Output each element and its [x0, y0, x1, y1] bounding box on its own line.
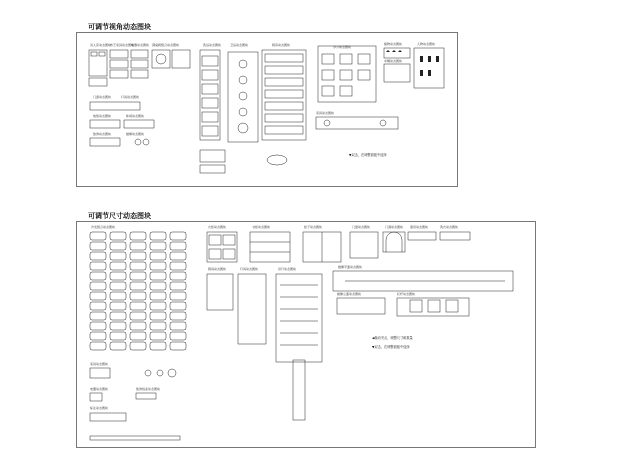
group-label: 门洞动态图块: [385, 225, 404, 229]
sofa-symbol: [150, 312, 166, 320]
sofa-symbol: [150, 232, 166, 240]
sofa-symbol: [110, 342, 126, 350]
sofa-symbol: [110, 292, 126, 300]
group-label: 门窗动态图块: [93, 95, 112, 99]
section-title-top: 可调节视角动态图块: [88, 23, 151, 31]
bottom-block-symbols: [90, 232, 513, 440]
group-label: 洗浴动态图块: [203, 43, 222, 47]
sofa-symbol: [130, 322, 146, 330]
sofa-symbol: [110, 272, 126, 280]
group-label: 休闲动态图块: [126, 114, 145, 118]
sofa-symbol: [130, 332, 146, 340]
sofa-symbol: [150, 302, 166, 310]
group-label: 吊灯动态图块: [278, 267, 297, 271]
group-label: 地毯动态图块: [93, 114, 112, 118]
sofa-symbol: [170, 242, 186, 250]
instruction-note: ▼双击，在调整面板中选择: [349, 153, 387, 157]
sofa-symbol: [90, 302, 106, 310]
section-title-bottom: 可调节尺寸动态图块: [88, 212, 151, 220]
group-label: 办公动态图块: [333, 45, 352, 49]
sofa-symbol: [150, 272, 166, 280]
sofa-symbol: [170, 322, 186, 330]
group-label: 灯具动态图块: [240, 267, 259, 271]
group-label: 装饰线条动态图块: [136, 387, 161, 391]
sofa-symbol: [90, 272, 106, 280]
sofa-symbol: [130, 302, 146, 310]
sofa-symbol: [130, 292, 146, 300]
instruction-note-text: 双击，在调整面板中选择: [374, 345, 410, 349]
group-label: 门窗动态图块: [352, 225, 371, 229]
sofa-symbol: [150, 252, 166, 260]
sofa-symbol: [90, 242, 106, 250]
sofa-symbol: [90, 332, 106, 340]
sofa-symbol: [150, 282, 166, 290]
sofa-symbol: [170, 312, 186, 320]
group-label: 植物动态图块: [384, 42, 403, 46]
sofa-symbol: [170, 332, 186, 340]
group-label: 卫浴动态图块: [230, 43, 249, 47]
sofa-symbol: [90, 312, 106, 320]
group-label: 双人床动态图块: [90, 43, 112, 47]
group-label: 车辆动态图块: [384, 59, 403, 63]
sofa-symbol: [110, 322, 126, 330]
sofa-symbol: [110, 242, 126, 250]
sofa-symbol: [130, 282, 146, 290]
group-label: 人物动态图块: [417, 42, 436, 46]
sofa-symbol: [170, 272, 186, 280]
group-label: 书柜动态图块: [252, 225, 271, 229]
sofa-symbol: [110, 232, 126, 240]
sofa-symbol: [130, 232, 146, 240]
group-label: 装饰动态图块: [93, 132, 112, 136]
sofa-symbol: [110, 332, 126, 340]
sofa-symbol: [130, 252, 146, 260]
sofa-symbol: [130, 312, 146, 320]
group-label: 厨房动态图块: [272, 43, 291, 47]
group-label: 灯具动态图块: [121, 95, 140, 99]
group-label: 衣柜动态图块: [208, 225, 227, 229]
group-label: 布艺家具动态图块: [110, 43, 135, 47]
sofa-symbol: [90, 252, 106, 260]
sofa-symbol: [90, 322, 106, 330]
sofa-symbol: [170, 232, 186, 240]
sofa-symbol: [110, 252, 126, 260]
group-label: 栏杆动态图块: [397, 292, 416, 296]
group-label: 厨具动态图块: [208, 267, 227, 271]
group-label: 窗帘动态图块: [410, 225, 429, 229]
sofa-symbol: [90, 282, 106, 290]
sofa-symbol: [130, 342, 146, 350]
group-label: 楼梯立面动态图块: [337, 292, 362, 296]
group-label: 柜子动态图块: [304, 225, 323, 229]
instruction-note-text: 拖动夹点，调整尺寸和数量: [374, 336, 413, 340]
group-label: 家具动态图块: [316, 111, 335, 115]
instruction-note: ▼双击，在调整面板中选择: [372, 345, 410, 349]
sofa-symbol: [150, 262, 166, 270]
sofa-symbol: [150, 342, 166, 350]
sofa-symbol: [110, 312, 126, 320]
sofa-symbol: [170, 342, 186, 350]
sofa-symbol: [90, 232, 106, 240]
sofa-symbol: [110, 282, 126, 290]
group-label: 电器动态图块: [131, 43, 150, 47]
group-label: 餐桌椅组合动态图块: [152, 43, 180, 47]
group-label: 楼梯动态图块: [126, 132, 145, 136]
sofa-symbol: [150, 242, 166, 250]
instruction-note-text: 双击，在调整面板中选择: [351, 153, 387, 157]
sofa-symbol: [150, 292, 166, 300]
group-label: 家具动态图块: [90, 362, 109, 366]
sofa-symbol: [150, 332, 166, 340]
sofa-symbol: [90, 292, 106, 300]
group-label: 标注动态图块: [90, 406, 109, 410]
sofa-symbol: [90, 342, 106, 350]
sofa-symbol: [170, 252, 186, 260]
group-label: 电器动态图块: [90, 387, 109, 391]
sofa-symbol: [90, 262, 106, 270]
group-label: 洗衣动态图块: [440, 225, 459, 229]
sofa-symbol: [170, 282, 186, 290]
sofa-symbol: [110, 262, 126, 270]
sofa-symbol: [130, 272, 146, 280]
sofa-symbol: [170, 262, 186, 270]
sofa-symbol: [170, 302, 186, 310]
sofa-symbol: [170, 292, 186, 300]
sofa-symbol: [130, 242, 146, 250]
sofa-symbol: [150, 322, 166, 330]
group-label: 楼梯平面动态图块: [338, 265, 363, 269]
sofa-symbol: [130, 262, 146, 270]
group-label: 沙发组合动态图块: [91, 225, 116, 229]
sofa-symbol: [110, 302, 126, 310]
instruction-note: ◀拖动夹点，调整尺寸和数量: [372, 336, 413, 340]
